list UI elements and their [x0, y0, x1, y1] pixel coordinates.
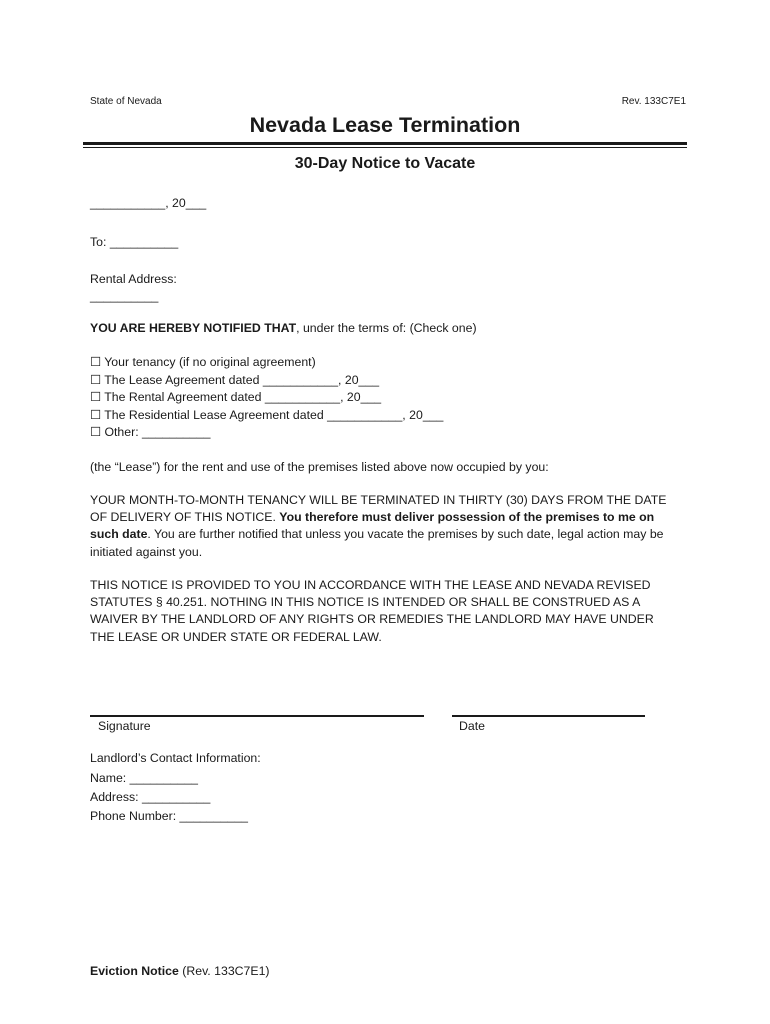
title-rule-thin	[83, 147, 687, 148]
signature-line	[90, 715, 424, 717]
option-lease-agreement[interactable]: ☐ The Lease Agreement dated ___________, 20___	[90, 372, 380, 387]
footer-rest: (Rev. 133C7E1)	[178, 964, 270, 978]
option-residential-lease[interactable]: ☐ The Residential Lease Agreement dated ___________, 20___	[90, 407, 444, 422]
option-tenancy[interactable]: ☐ Your tenancy (if no original agreement)	[90, 355, 316, 369]
lease-line: (the “Lease”) for the rent and use of the premises listed above now occupied by you:	[90, 460, 549, 474]
notice-intro-rest: , under the terms of: (Check one)	[296, 321, 477, 335]
contact-heading: Landlord’s Contact Information:	[90, 751, 261, 765]
option-rental-agreement[interactable]: ☐ The Rental Agreement dated ___________, 20___	[90, 390, 382, 404]
to-line: To: __________	[90, 235, 179, 249]
revision-label: Rev. 133C7E1	[621, 96, 686, 107]
options-list	[90, 354, 443, 442]
termination-bold: You therefore must deliver possession of the premises to me on such date	[90, 510, 655, 542]
notice-intro	[90, 320, 477, 337]
title-rule-thick	[83, 142, 687, 145]
termination-paragraph	[90, 492, 680, 561]
state-label: State of Nevada	[90, 96, 162, 107]
date-label: Date	[459, 719, 485, 733]
termination-part1: YOUR MONTH-TO-MONTH TENANCY WILL BE TERMINATED IN THIRTY (30) DAYS FROM THE DATE OF DELIVERY OF THIS NOTICE.	[90, 493, 667, 525]
contact-address: Address: __________	[90, 790, 211, 804]
document-subtitle: 30-Day Notice to Vacate	[294, 155, 476, 172]
signature-label: Signature	[98, 719, 151, 733]
statute-paragraph: THIS NOTICE IS PROVIDED TO YOU IN ACCORDANCE WITH THE LEASE AND NEVADA REVISED STATUTES § 40.251. NOTHING IN THIS NOTICE IS INTENDED OR SHALL BE CONSTRUED AS A WAIVER BY THE LANDLORD OF ANY RIGHTS OR REMEDIES THE LANDLORD MAY HAVE UNDER THE LEASE OR UNDER STATE OR FEDERAL LAW.	[90, 578, 654, 644]
rental-address-blank: __________	[90, 289, 159, 303]
document-title: Nevada Lease Termination	[249, 113, 521, 137]
footer	[90, 963, 270, 980]
termination-part2: . You are further notified that unless you vacate the premises by such date, legal action may be initiated against you.	[90, 527, 664, 559]
option-other[interactable]: ☐ Other: __________	[90, 425, 211, 439]
rental-address-label: Rental Address:	[90, 272, 177, 286]
footer-bold: Eviction Notice	[90, 964, 179, 978]
contact-phone: Phone Number: __________	[90, 809, 248, 823]
date-signature-line	[452, 715, 645, 717]
date-line: ___________, 20___	[90, 196, 207, 210]
notice-intro-bold: YOU ARE HEREBY NOTIFIED THAT	[90, 321, 297, 335]
contact-name: Name: __________	[90, 771, 199, 785]
